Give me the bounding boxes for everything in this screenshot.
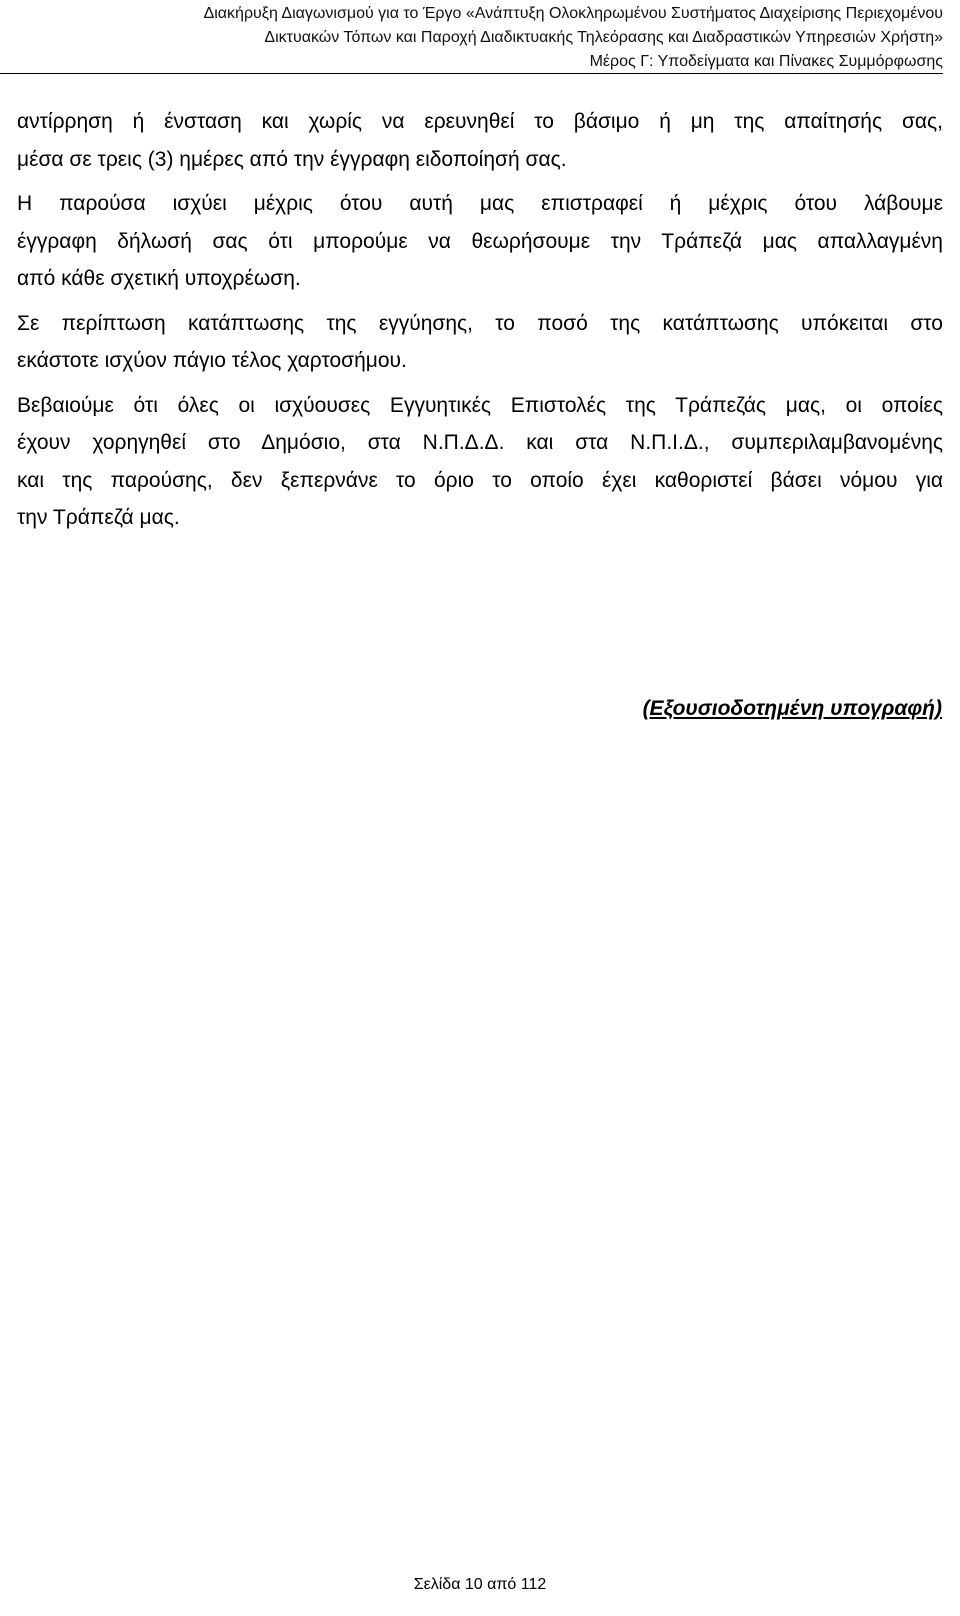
paragraph-line: μέσα σε τρεις (3) ημέρες από την έγγραφη ειδοποίησή σας. — [17, 147, 567, 171]
authorized-signature-label: (Εξουσιοδοτημένη υπογραφή) — [642, 697, 942, 720]
page-header — [17, 2, 943, 74]
header-divider — [0, 73, 943, 74]
paragraph-line: έγγραφη δήλωσή σας ότι μπορούμε να θεωρήσουμε την Τράπεζά μας απαλλαγμένη — [17, 229, 943, 253]
paragraph-line: εκάστοτε ισχύον πάγιο τέλος χαρτοσήμου. — [17, 349, 407, 372]
paragraph-line: Βεβαιούμε ότι όλες οι ισχύουσες Εγγυητικές Επιστολές της Τράπεζάς μας, οι οποίες — [17, 393, 943, 417]
paragraph-line: την Τράπεζά μας. — [17, 506, 180, 529]
header-title-line-2: Δικτυακών Τόπων και Παροχή Διαδικτυακής Τηλεόρασης και Διαδραστικών Υπηρεσιών Χρήστη» — [264, 29, 943, 46]
header-title-line-1: Διακήρυξη Διαγωνισμού για το Έργο «Ανάπτυξη Ολοκληρωμένου Συστήματος Διαχείρισης Περιεχομένου — [203, 5, 943, 22]
document-body — [17, 103, 943, 544]
paragraph-stamp-duty — [17, 305, 943, 380]
paragraph-objection-deadline — [17, 103, 943, 178]
paragraph-line: Η παρούσα ισχύει μέχρις ότου αυτή μας επιστραφεί ή μέχρις ότου λάβουμε — [17, 192, 943, 215]
page-number: Σελίδα 10 από 112 — [413, 1576, 547, 1593]
paragraph-line: Σε περίπτωση κατάπτωσης της εγγύησης, το ποσό της κατάπτωσης υπόκειται στο — [17, 311, 943, 335]
paragraph-line: και της παρούσης, δεν ξεπερνάνε το όριο το οποίο έχει καθοριστεί βάσει νόμου για — [17, 468, 943, 492]
paragraph-line: έχουν χορηγηθεί στο Δημόσιο, στα Ν.Π.Δ.Δ. και στα Ν.Π.Ι.Δ., συμπεριλαμβανομένης — [17, 431, 943, 454]
paragraph-line: αντίρρηση ή ένσταση και χωρίς να ερευνηθεί το βάσιμο ή μη της απαίτησής σας, — [17, 110, 943, 133]
paragraph-guarantee-limit — [17, 387, 943, 537]
header-section-title: Μέρος Γ: Υποδείγματα και Πίνακες Συμμόρφωσης — [589, 53, 943, 70]
paragraph-validity — [17, 185, 943, 298]
paragraph-line: από κάθε σχετική υποχρέωση. — [17, 267, 301, 290]
